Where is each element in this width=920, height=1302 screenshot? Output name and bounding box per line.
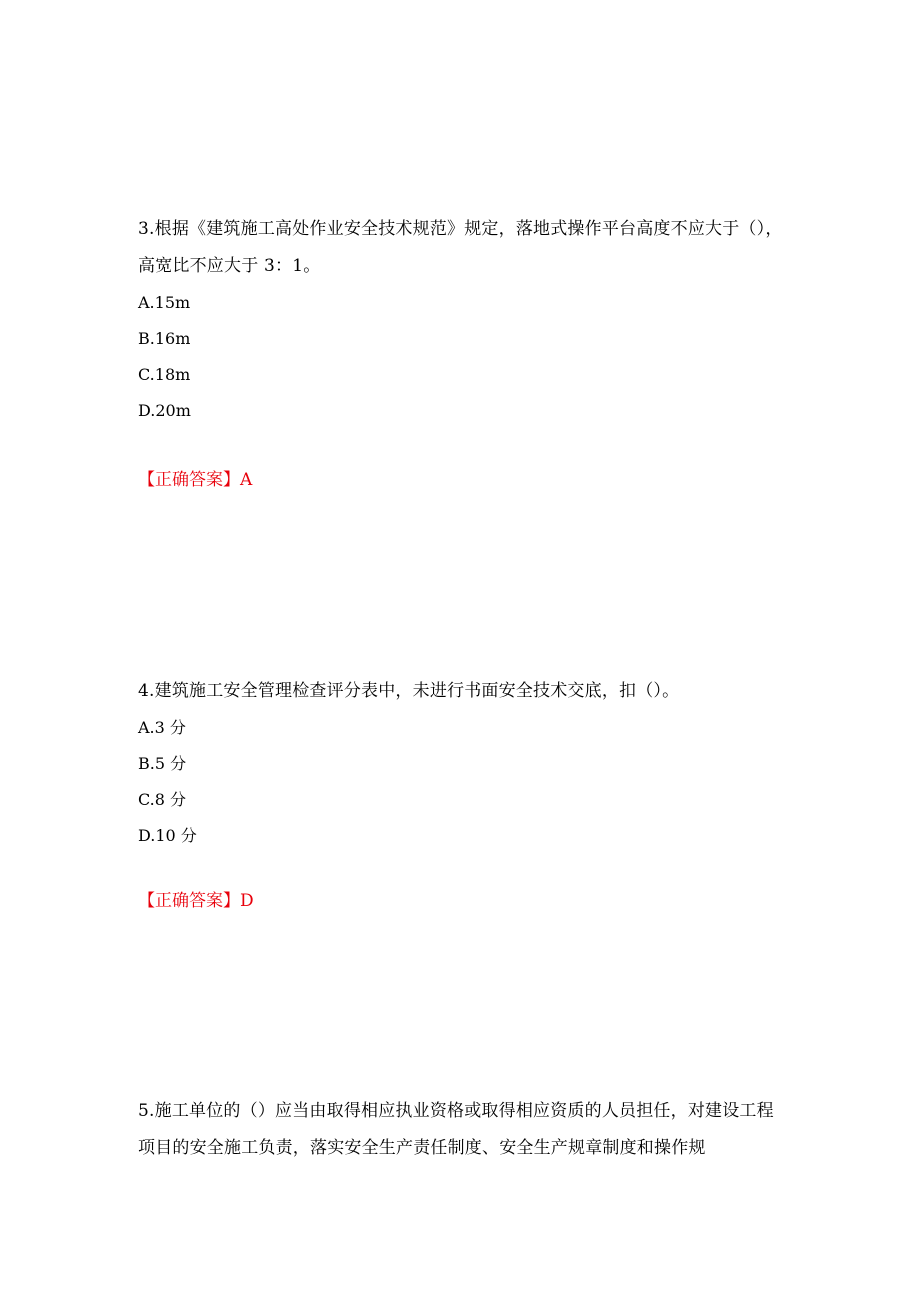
option-a: A.3 分 <box>138 718 186 737</box>
question-3 <box>138 211 788 429</box>
question-stem: 3.根据《建筑施工高处作业安全技术规范》规定，落地式操作平台高度不应大于（），高宽比不应大于 3：1。 <box>138 219 783 276</box>
option-d: D.10 分 <box>138 826 197 845</box>
option-c: C.8 分 <box>138 790 187 809</box>
option-b: B.16m <box>138 329 191 348</box>
question-4 <box>138 673 788 854</box>
option-b: B.5 分 <box>138 754 187 773</box>
option-a: A.15m <box>138 293 191 312</box>
option-list <box>138 710 788 854</box>
question-stem: 4.建筑施工安全管理检查评分表中，未进行书面安全技术交底，扣（）。 <box>138 681 680 701</box>
option-d: D.20m <box>138 401 191 420</box>
question-stem: 5.施工单位的（）应当由取得相应执业资格或取得相应资质的人员担任，对建设工程项目的安全施工负责，落实安全生产责任制度、安全生产规章制度和操作规 <box>138 1101 774 1158</box>
option-list <box>138 285 788 429</box>
question-5 <box>138 1093 788 1167</box>
correct-answer: 【正确答案】D <box>138 891 254 911</box>
correct-answer: 【正确答案】A <box>138 470 253 490</box>
option-c: C.18m <box>138 365 191 384</box>
